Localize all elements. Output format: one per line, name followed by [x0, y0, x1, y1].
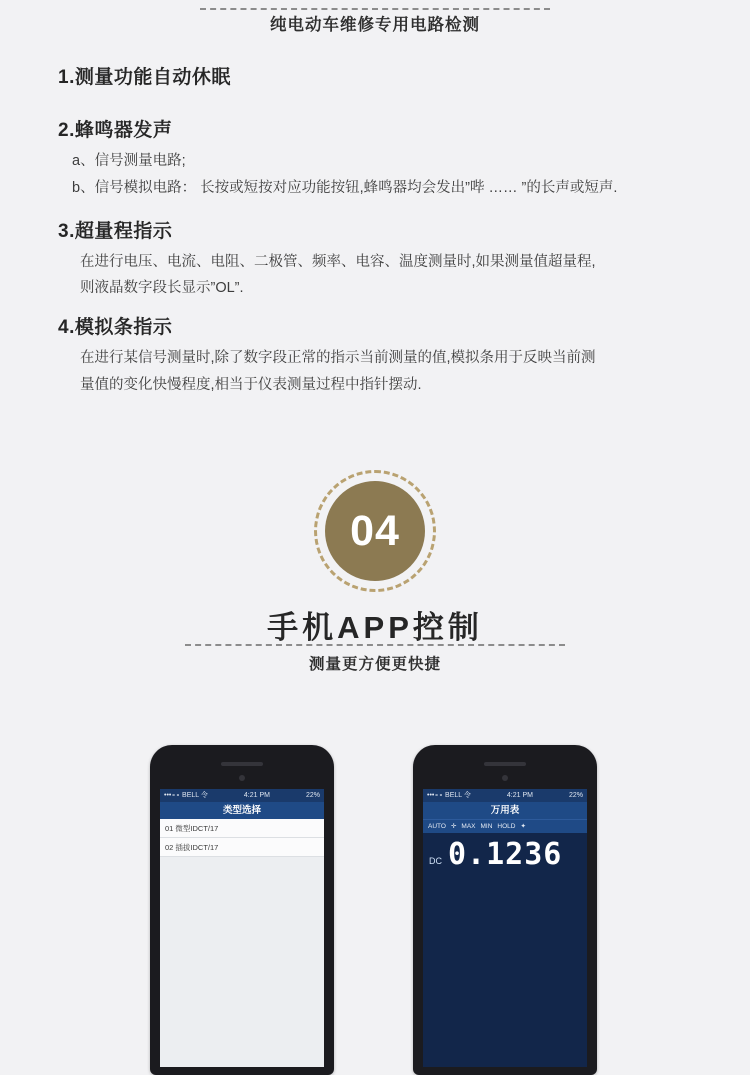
status-bar — [423, 789, 587, 802]
section-badge — [0, 470, 750, 597]
auto-button[interactable]: AUTO — [428, 822, 446, 830]
section-subtitle: 测量更方便更快捷 — [308, 656, 441, 673]
feature-heading: 4.模拟条指示 — [58, 317, 173, 339]
meter-mode-label: DC — [429, 856, 442, 866]
battery-label: 22% — [305, 792, 320, 799]
meter-readout — [429, 837, 581, 872]
phone-screen-right — [423, 789, 587, 1067]
feature-item-3 — [58, 216, 718, 303]
feature-item-4 — [58, 312, 718, 399]
carrier-label: •••∘∘ BELL 令 — [427, 792, 471, 799]
phone-screen-left — [160, 789, 324, 1067]
feature-line: 则液晶数字段长显示”OL”. — [80, 280, 244, 297]
battery-label: 22% — [568, 792, 583, 799]
min-button[interactable]: MIN — [480, 822, 493, 830]
phone-camera-icon — [502, 775, 508, 781]
nav-title-right: 万用表 — [423, 802, 587, 819]
section-title: 手机APP控制 — [267, 610, 483, 645]
meter-display — [423, 833, 587, 1067]
feature-item-2 — [58, 115, 718, 202]
clock-label: 4:21 PM — [243, 792, 270, 799]
carrier-label: •••∘∘ BELL 令 — [164, 792, 208, 799]
max-button[interactable]: MAX — [461, 822, 476, 830]
section-dashed-divider — [185, 644, 565, 646]
list-item[interactable]: 01 微型IDCT/17 — [160, 819, 324, 838]
clock-label: 4:21 PM — [506, 792, 533, 799]
phone-mockup-right — [413, 745, 597, 1075]
feature-line: 在进行某信号测量时,除了数字段正常的指示当前测量的值,模拟条用于反映当前测 — [80, 350, 596, 367]
phone-mockup-left — [150, 745, 334, 1075]
feature-line: b、信号模拟电路： 长按或短按对应功能按钮,蜂鸣器均会发出”哔 …… ”的长声或短声. — [72, 179, 618, 196]
bluetooth-icon[interactable]: ✦ — [520, 822, 526, 830]
list-item[interactable]: 02 插拔IDCT/17 — [160, 838, 324, 857]
top-dashed-divider — [200, 8, 550, 10]
feature-heading: 3.超量程指示 — [58, 220, 173, 242]
section-number-badge — [314, 470, 436, 592]
feature-heading: 1.测量功能自动休眠 — [58, 67, 231, 88]
hold-button[interactable]: HOLD — [497, 822, 516, 830]
header-subtitle: 纯电动车维修专用电路检测 — [270, 16, 480, 34]
brightness-icon[interactable]: ✛ — [450, 822, 457, 830]
meter-toolbar — [423, 819, 587, 833]
nav-title-left: 类型选择 — [160, 802, 324, 819]
badge-number: 04 — [325, 481, 425, 581]
phone-camera-icon — [239, 775, 245, 781]
feature-heading: 2.蜂鸣器发声 — [58, 120, 173, 141]
phone-speaker — [221, 762, 263, 766]
feature-line: 在进行电压、电流、电阻、二极管、频率、电容、温度测量时,如果测量值超量程, — [80, 253, 596, 270]
phone-speaker — [484, 762, 526, 766]
status-bar — [160, 789, 324, 802]
feature-line: 量值的变化快慢程度,相当于仪表测量过程中指针摆动. — [80, 377, 422, 394]
feature-line: a、信号测量电路; — [72, 153, 186, 169]
feature-list — [58, 62, 718, 415]
feature-item-1 — [58, 62, 718, 89]
meter-value: 0.1236 — [448, 837, 563, 872]
